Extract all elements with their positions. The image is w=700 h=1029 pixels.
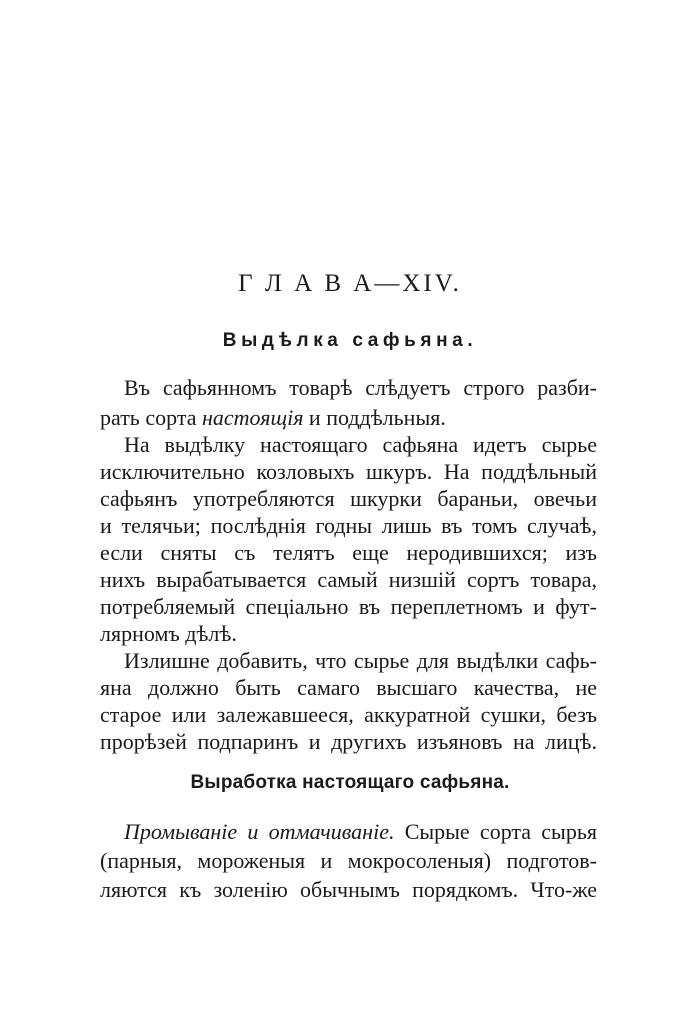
paragraph-2-line: и телячьи; послѣднія годны лишь въ томъ случаѣ, xyxy=(100,513,597,538)
paragraph-1-line-2: рать сорта настоящія и поддѣльныя. xyxy=(100,405,446,430)
paragraph-2-line: лярномъ дѣлѣ. xyxy=(100,621,237,646)
italic-term: настоящія xyxy=(201,405,304,430)
paragraph-4-line: ляются къ золенію обычнымъ порядкомъ. Что-же xyxy=(100,877,597,902)
paragraph-2-line: На выдѣлку настоящаго сафьяна идетъ сырье xyxy=(124,432,597,457)
paragraph-4-line: (парныя, мороженыя и мокросоленыя) подготов- xyxy=(100,848,597,873)
subsection-title: Выработка настоящаго сафьяна. xyxy=(190,772,510,793)
paragraph-1-line-1: Въ сафьянномъ товарѣ слѣдуетъ строго разби- xyxy=(124,375,597,400)
paragraph-2-line: если сняты съ телятъ еще неродившихся; изъ xyxy=(100,540,597,565)
paragraph-2-line: нихъ вырабатывается самый низшій сортъ товара, xyxy=(100,567,597,592)
paragraph-3-line: яна должно быть самаго высшаго качества, не xyxy=(100,675,597,700)
paragraph-3-line: старое или залежавшееся, аккуратной сушки, безъ xyxy=(100,702,597,727)
section-title: Выдѣлка сафьяна. xyxy=(222,330,478,351)
paragraph-3-line: прорѣзей подпаринъ и другихъ изъяновъ на лицѣ. xyxy=(100,729,597,754)
paragraph-3-line: Излишне добавить, что сырье для выдѣлки сафь- xyxy=(124,648,597,673)
chapter-heading: Г Л А В А—XIV. xyxy=(238,270,462,297)
paragraph-4-line-1: Промываніе и отмачиваніе. Сырые сорта сырья xyxy=(124,819,597,844)
paragraph-2-line: сафьянъ употребляются шкурки бараньи, овечьи xyxy=(100,486,597,511)
paragraph-2-line: потребляемый спеціально въ переплетномъ и фут- xyxy=(100,594,597,619)
italic-term: Промываніе и отмачиваніе. xyxy=(124,819,395,844)
paragraph-2-line: исключительно козловыхъ шкуръ. На поддѣльный xyxy=(100,459,597,484)
